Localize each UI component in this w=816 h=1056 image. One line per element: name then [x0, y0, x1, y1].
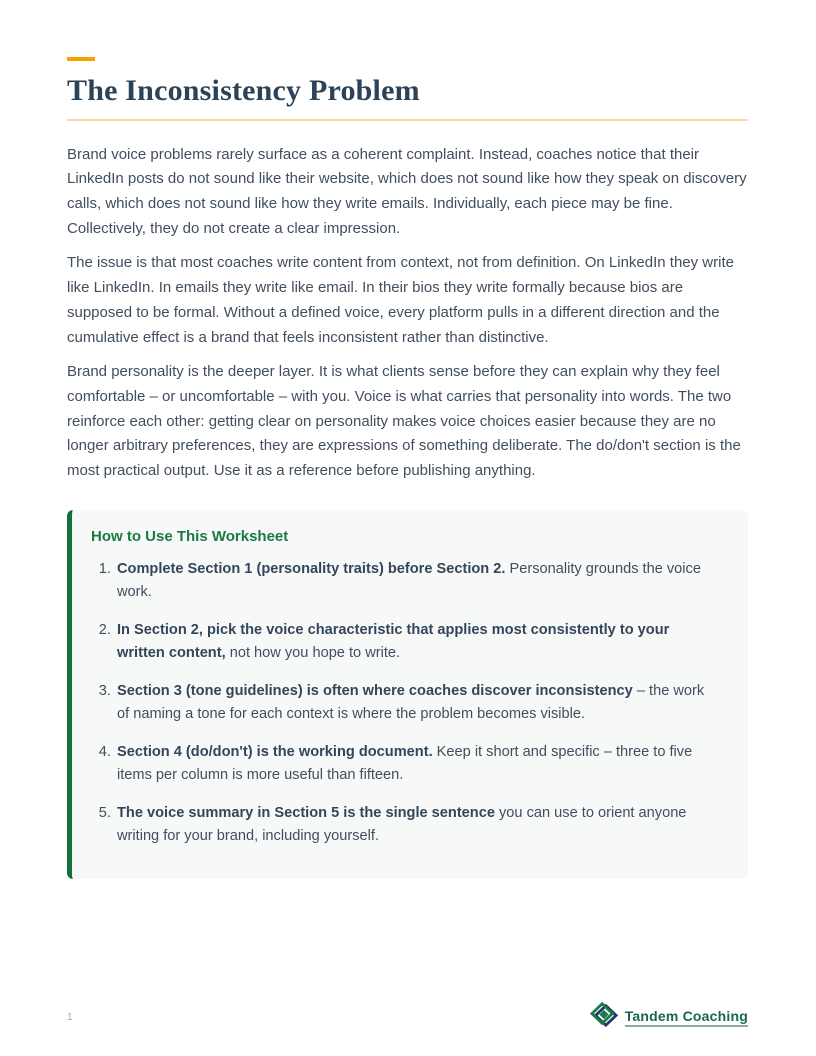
page-number: 1 [67, 1011, 73, 1023]
brand-logo [590, 1001, 748, 1033]
list-item-rest: you can use to orient anyone writing for your brand, including yourself. [117, 804, 687, 845]
list-item-3 [115, 680, 714, 727]
body-paragraph-1: Brand voice problems rarely surface as a coherent complaint. Instead, coaches notice that their LinkedIn posts do not sound like their website, which does not sound like how they speak on discovery calls, which does not sound like how they write emails. Individually, each piece may be fine. Collectively, they do not create a clear impression. [67, 145, 747, 237]
callout-heading: How to Use This Worksheet [91, 527, 289, 545]
list-item-5 [115, 802, 714, 849]
list-item-2 [115, 619, 714, 666]
tandem-diamond-icon [590, 1001, 618, 1033]
list-item-rest: Personality grounds the voice work. [117, 560, 701, 601]
page-footer [67, 1001, 748, 1033]
document-content [67, 0, 748, 879]
how-to-use-callout [67, 510, 748, 879]
page-title: The Inconsistency Problem [67, 74, 420, 107]
list-item-lead: Complete Section 1 (personality traits) before Section 2. [117, 560, 506, 577]
title-underline-rule [67, 119, 748, 121]
list-item-lead: Section 4 (do/don't) is the working document. [117, 743, 433, 760]
body-paragraph-3: Brand personality is the deeper layer. It is what clients sense before they can explain why they feel comfortable – or uncomfortable – with you. Voice is what carries that personality into words. The two reinforce each other: getting clear on personality makes voice choices easier because they are no longer arbitrary preferences, they are expressions of something deliberate. The do/don't section is the most practical output. Use it as a reference before publishing anything. [67, 363, 741, 480]
list-item-lead: The voice summary in Section 5 is the single sentence [117, 804, 495, 821]
list-item-lead: In Section 2, pick the voice characteristic that applies most consistently to your written content, [117, 621, 670, 662]
list-item-rest: – the work of naming a tone for each context is where the problem becomes visible. [117, 682, 705, 723]
callout-instructions-list [91, 558, 714, 849]
body-paragraph-2: The issue is that most coaches write content from context, not from definition. On LinkedIn they write like LinkedIn. In emails they write like email. In their bios they write formally because bios are supposed to be formal. Without a defined voice, every platform pulls in a different direction and the cumulative effect is a brand that feels inconsistent rather than distinctive. [67, 254, 734, 346]
brand-name: Tandem Coaching [625, 1008, 748, 1027]
list-item-1 [115, 558, 714, 605]
title-accent-bar [67, 57, 95, 61]
list-item-4 [115, 741, 714, 788]
list-item-rest: Keep it short and specific – three to five items per column is more useful than fifteen. [117, 743, 693, 784]
list-item-lead: Section 3 (tone guidelines) is often where coaches discover inconsistency [117, 682, 633, 699]
list-item-rest: not how you hope to write. [225, 645, 401, 662]
